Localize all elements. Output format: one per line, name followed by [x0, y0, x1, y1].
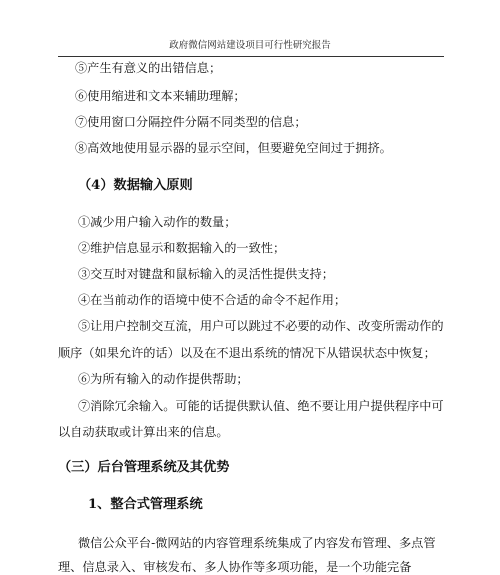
list-item: ⑤让用户控制交互流，用户可以跳过不必要的动作、改变所需动作的	[78, 319, 444, 333]
list-item: ⑤产生有意义的出错信息；	[75, 61, 222, 75]
list-item: ③交互时对键盘和鼠标输入的灵活性提供支持；	[78, 267, 334, 281]
list-item: ②维护信息显示和数据输入的一致性；	[78, 241, 286, 255]
paragraph-line: 微信公众平台-微网站的内容管理系统集成了内容发布管理、多点管	[78, 536, 436, 550]
list-item-continued: 以自动获取或计算出来的信息。	[58, 425, 229, 439]
list-item: ④在当前动作的语境中使不合适的命令不起作用；	[78, 293, 347, 307]
list-item: ⑧高效地使用显示器的显示空间，但要避免空间过于拥挤。	[75, 141, 392, 155]
list-item: ⑥为所有输入的动作提供帮助；	[78, 372, 249, 386]
list-item: ⑦消除冗余输入。可能的话提供默认值、绝不要让用户提供程序中可	[78, 399, 444, 413]
list-item: ⑦使用窗口分隔控件分隔不同类型的信息；	[75, 115, 307, 129]
running-header: 政府微信网站建设项目可行性研究报告	[169, 40, 331, 51]
list-item: ⑥使用缩进和文本来辅助理解；	[75, 89, 246, 103]
list-item-continued: 顺序（如果允许的话）以及在不退出系统的情况下从错误状态中恢复；	[58, 346, 436, 360]
header-divider	[58, 56, 444, 57]
subsection-heading: 1、整合式管理系统	[88, 497, 203, 512]
section-heading: （三）后台管理系统及其优势	[58, 460, 230, 475]
list-item: ①减少用户输入动作的数量；	[78, 215, 237, 229]
section-heading: （4）数据输入原则	[78, 178, 193, 193]
paragraph-line: 理、信息录入、审核发布、多人协作等多项功能，是一个功能完备	[58, 560, 412, 574]
